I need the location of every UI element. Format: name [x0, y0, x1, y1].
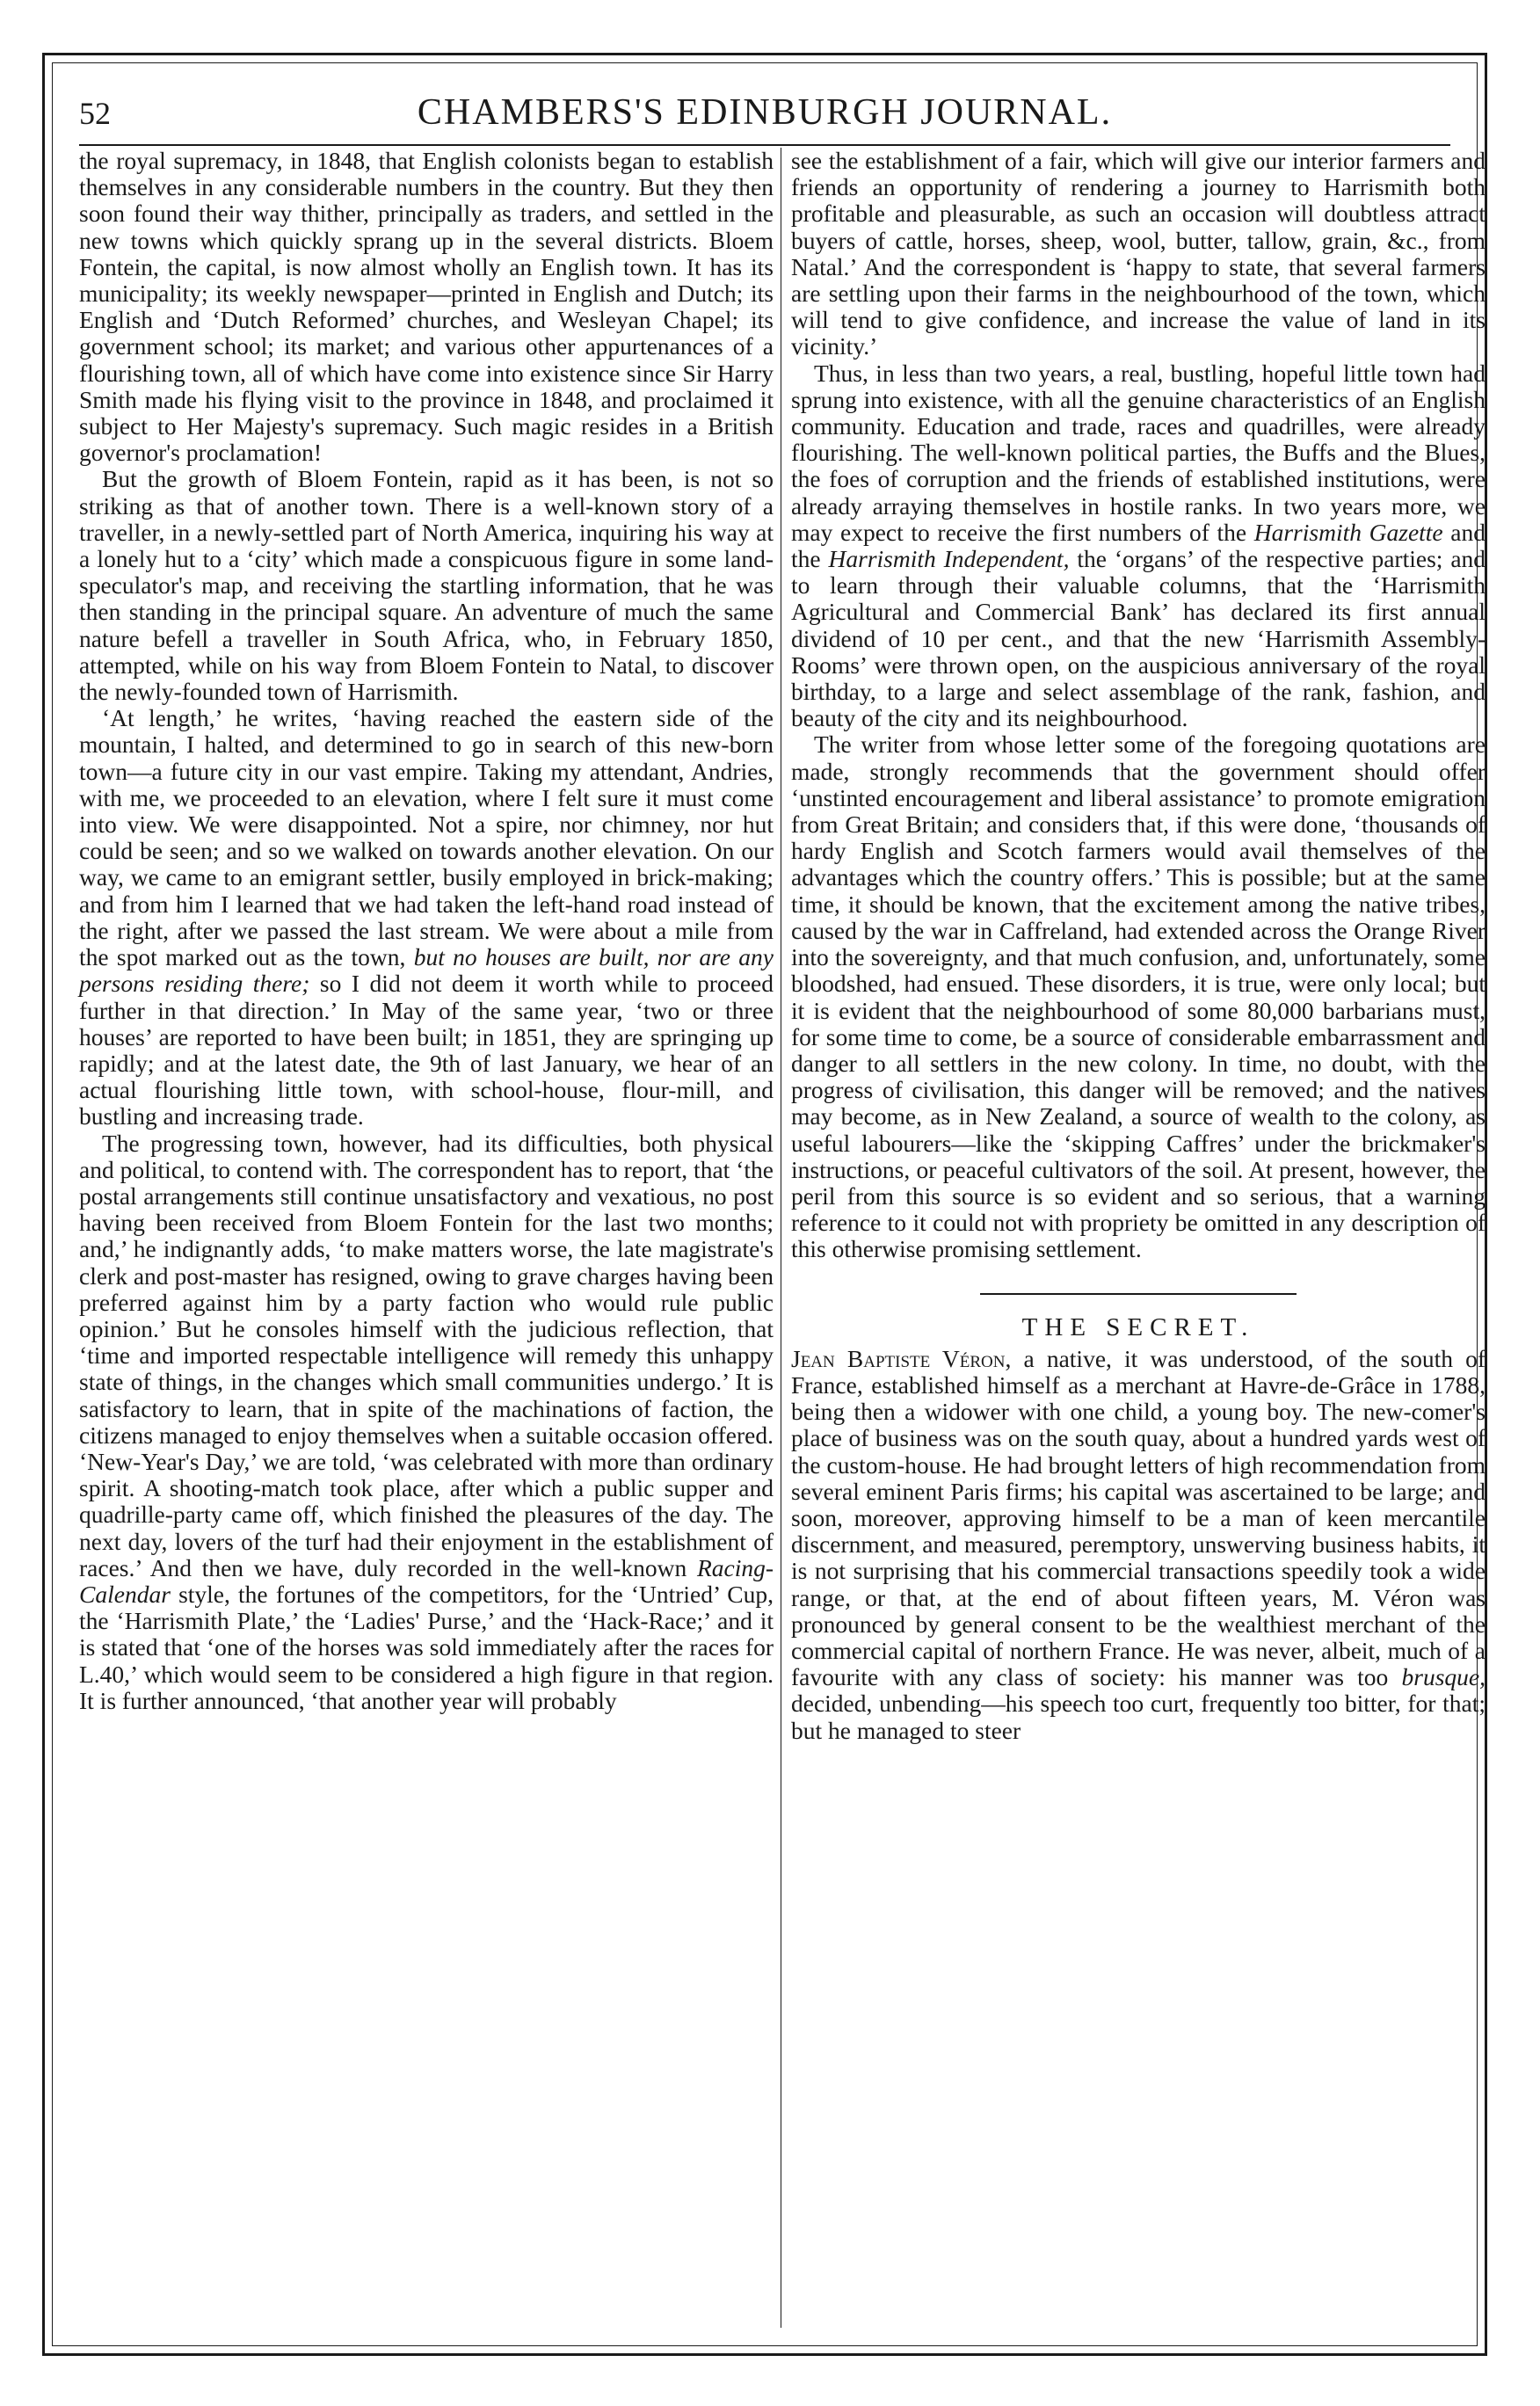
left-paragraph-3 [79, 705, 774, 1130]
right-paragraph-2-text-a: Thus, in less than two years, a real, bustling, hopeful little town had sprung into existence, with all the genuine characteristics of an English community. Education and trade, races and quadrilles, were already flourishing. The well-known political parties, the Buffs and the Blues, the foes of corruption and the friends of established institutions, were already arraying themselves in hostile ranks. In two years more, we may expect to receive the first numbers of the [791, 359, 1486, 546]
secret-protagonist-name: Jean Baptiste Véron, [791, 1344, 1012, 1372]
running-title: CHAMBERS'S EDINBURGH JOURNAL. [417, 92, 1113, 133]
left-paragraph-3-italic: but no houses are built, nor are any persons residing there; [79, 943, 774, 998]
page-header [79, 83, 1450, 146]
right-paragraph-2-italic-2: Harrismith Independent, [828, 545, 1070, 573]
secret-paragraph-text-b: decided, unbending—his speech too curt, frequently too bitter, for that; but he managed to steer [791, 1690, 1486, 1744]
left-paragraph-4-text-b: style, the fortunes of the competitors, for the ‘Untried’ Cup, the ‘Harrismith Plate,’ the ‘Ladies' Purse,’ and the ‘Hack-Race;’ and it is stated that ‘one of the horses was sold immediately after the races for L.40,’ which would seem to be considered a high figure in that region. It is further announced, ‘that another year will probably [79, 1580, 774, 1714]
left-column [79, 148, 774, 1714]
secret-paragraph-1 [791, 1346, 1486, 1744]
section-rule [980, 1293, 1297, 1295]
left-paragraph-4 [79, 1130, 774, 1714]
left-paragraph-3-text-b: so I did not deem it worth while to proceed further in that direction.’ In May of the same year, ‘two or three houses’ are reported to have been built; in 1851, they are springing up rapidly; and at the latest date, the 9th of last January, we hear of an actual flourishing little town, with school-house, flour-mill, and bustling and increasing trade. [79, 970, 774, 1130]
page-number: 52 [79, 96, 111, 131]
left-paragraph-4-text-a: The progressing town, however, had its difficulties, both physical and political, to contend with. The correspondent has to report, that ‘the postal arrangements still continue unsatisfactory and vexatious, no post having been received from Bloem Fontein for the last two months; and,’ he indignantly adds, ‘to make matters worse, the late magistrate's clerk and post-master has resigned, owing to grave charges having been preferred against him by a party faction who would rule public opinion.’ But he consoles himself with the judicious reflection, that ‘time and imported respectable intelligence will remedy this unhappy state of things, in the changes which small communities undergo.’ It is satisfactory to learn, that in spite of the machinations of faction, the citizens managed to enjoy themselves when a suitable occasion offered. ‘New-Year's Day,’ we are told, ‘was celebrated with more than ordinary spirit. A shooting-match took place, after which a public supper and quadrille-party came off, which finished the pleasures of the day. The next day, lovers of the turf had their enjoyment in the establishment of races.’ And then we have, duly recorded in the well-known [79, 1129, 774, 1581]
left-paragraph-1: the royal supremacy, in 1848, that English colonists began to establish themselves in any considerable numbers in the country. But they then soon found their way thither, principally as traders, and settled in the new towns which quickly sprang up in the several districts. Bloem Fontein, the capital, is now almost wholly an English town. It has its municipality; its weekly newspaper—printed in English and Dutch; its English and ‘Dutch Reformed’ churches, and Wesleyan Chapel; its government school; its market; and various other appurtenances of a flourishing town, all of which have come into existence since Sir Harry Smith made his flying visit to the province in 1848, and proclaimed it subject to Her Majesty's supremacy. Such magic resides in a British governor's proclamation! [79, 147, 774, 467]
section-title: THE SECRET. [1021, 1312, 1255, 1341]
page-inner-frame [52, 62, 1486, 2346]
right-paragraph-2 [791, 360, 1486, 732]
left-paragraph-2: But the growth of Bloem Fontein, rapid as it has been, is not so striking as that of another town. There is a well-known story of a traveller, in a newly-settled part of North America, inquiring his way at a lonely hut to a ‘city’ which made a conspicuous figure in some land-speculator's map, and receiving the startling information, that he was then standing in the principal square. An adventure of much the same nature befell a traveller in South Africa, who, in February 1850, attempted, while on his way from Bloem Fontein to Natal, to discover the newly-founded town of Harrismith. [79, 465, 774, 706]
secret-paragraph-text-a: a native, it was understood, of the south of France, established himself as a merchant at Havre-de-Grâce in 1788, being then a widower with one child, a young boy. The new-comer's place of business was on the south quay, about a hundred yards west of the custom-house. He had brought letters of high recommendation from several eminent Paris firms; his capital was ascertained to be large; and soon, moreover, approving himself to be a man of keen mercantile discernment, and measured, peremptory, unswerving business habits, it is not surprising that his commercial transactions speedily took a wide range, or that, at the end of about fifteen years, M. Véron was pronounced by general consent to be the wealthiest merchant of the commercial capital of northern France. He was never, albeit, much of a favourite with any class of society: his manner was too [791, 1344, 1486, 1691]
right-paragraph-2-and: and the [791, 518, 1486, 573]
right-paragraph-1: see the establishment of a fair, which will give our interior farmers and friends an opportunity of rendering a journey to Harrismith both profitable and pleasurable, as such an occasion will doubtless attract buyers of cattle, horses, sheep, wool, butter, tallow, grain, &c., from Natal.’ And the correspondent is ‘happy to state, that several farmers are settling upon their farms in the neighbourhood of the town, which will tend to give confidence, and increase the value of land in its vicinity.’ [791, 147, 1486, 360]
right-paragraph-3: The writer from whose letter some of the foregoing quotations are made, strongly recommends that the government should offer ‘unstinted encouragement and liberal assistance’ to promote emigration from Great Britain; and considers that, if this were done, ‘thousands of hardy English and Scotch farmers would avail themselves of the advantages which the country offers.’ This is possible; but at the same time, it should be known, that the excitement among the native tribes, caused by the war in Caffreland, had extended across the Orange River into the sovereignty, and that much confusion, and, unfortunately, some bloodshed, had ensued. These disorders, it is true, were only local; but it is evident that the neighbourhood of some 80,000 barbarians must, for some time to come, be a source of considerable embarrassment and danger to all settlers in the new colony. In time, no doubt, with the progress of civilisation, this danger will be removed; and the natives may become, as in New Zealand, a source of wealth to the colony, as useful labourers—like the ‘skipping Caffres’ under the brickmaker's instructions, or peaceful cultivators of the soil. At present, however, the peril from this source is so evident and so serious, that a warning reference to it could not with propriety be omitted in any description of this otherwise promising settlement. [791, 731, 1486, 1263]
right-paragraph-2-text-b: the ‘organs’ of the respective parties; and to learn through their valuable columns, that the ‘Harrismith Agricultural and Commercial Bank’ has declared its first annual dividend of 10 per cent., and that the new ‘Harrismith Assembly-Rooms’ were thrown open, on the auspicious anniversary of the royal birthday, to a large and select assemblage of the rank, fashion, and beauty of the city and its neighbourhood. [791, 545, 1486, 732]
right-column [791, 148, 1486, 1744]
left-paragraph-4-italic: Racing-Calendar [79, 1553, 774, 1608]
left-paragraph-3-text-a: ‘At length,’ he writes, ‘having reached the eastern side of the mountain, I halted, and determined to go in search of this new-born town—a future city in our vast empire. Taking my attendant, Andries, with me, we proceeded to an elevation, where I felt sure it must come into view. We were disappointed. Not a spire, nor chimney, nor hut could be seen; and so we walked on towards another elevation. On our way, we came to an emigrant settler, busily employed in brick-making; and from him I learned that we had taken the left-hand road instead of the right, after we passed the last stream. We were about a mile from the spot marked out as the town, [79, 704, 774, 971]
secret-paragraph-italic: brusque, [1401, 1663, 1486, 1691]
page-frame [42, 53, 1487, 2356]
right-paragraph-2-italic-1: Harrismith Gazette [1253, 518, 1443, 546]
